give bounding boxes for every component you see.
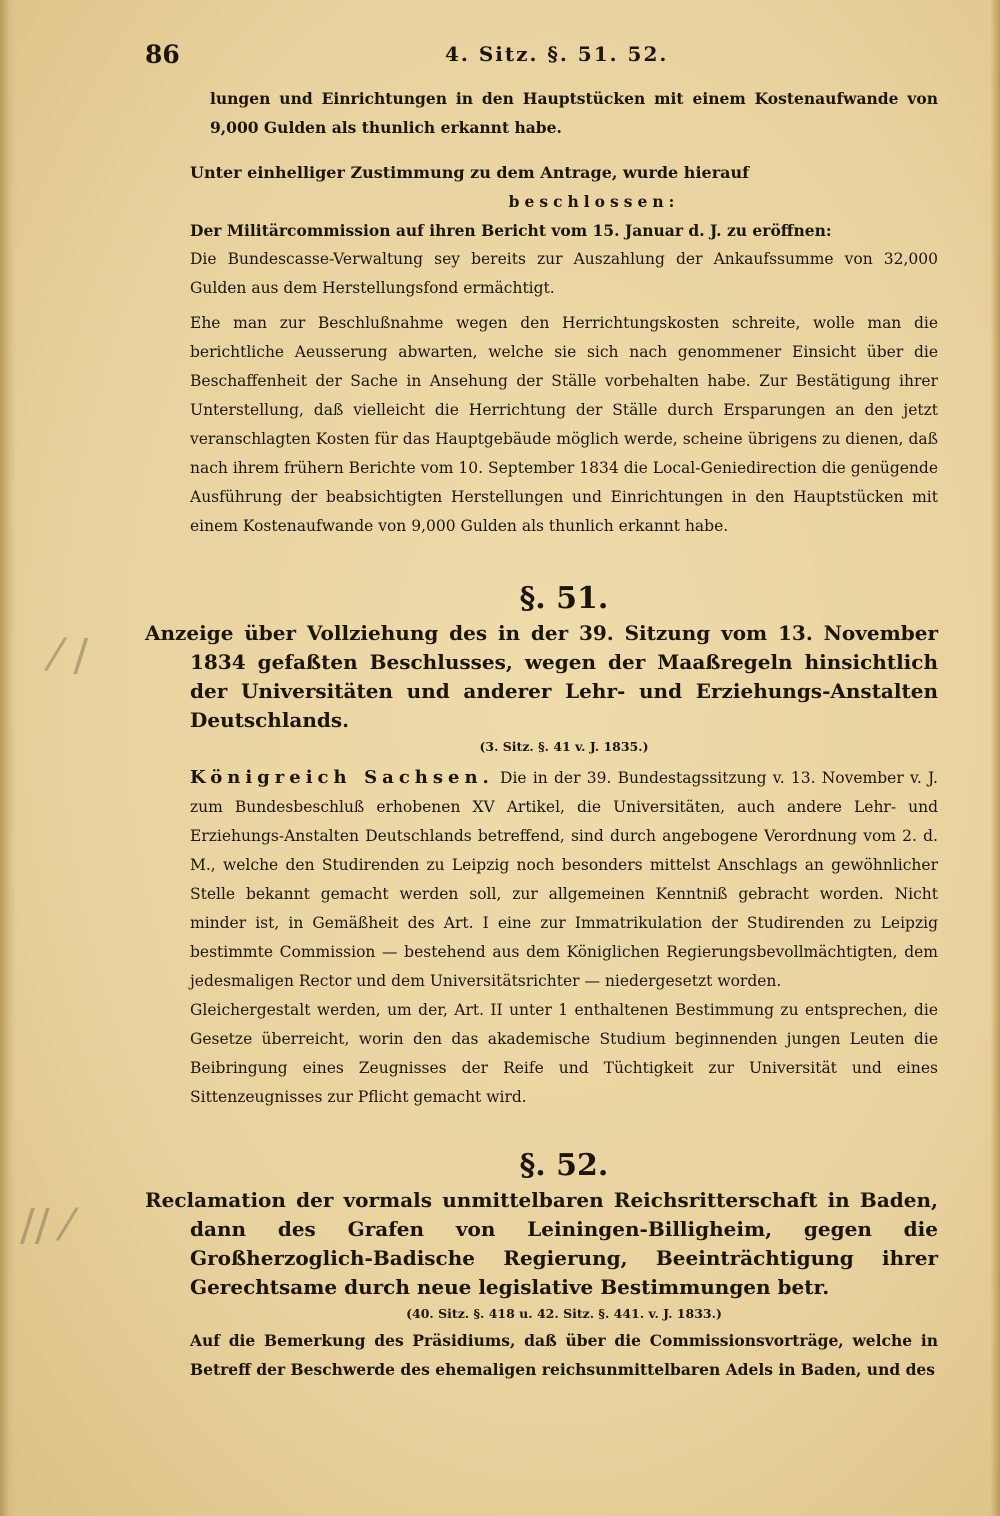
section-52-paragraph-1: Auf die Bemerkung des Präsidiums, daß über die Commissionsvorträge, welche in Betreff der Beschwerde des ehemaligen reichsunmittelbaren Adels in Baden, und des [190,1331,938,1379]
section-51-number: §. 51. [519,581,609,616]
page-header [145,40,940,76]
paragraph-resolution-intro: Unter einhelliger Zustimmung zu dem Antrage, wurde hierauf [190,163,750,182]
section-51-paragraph-1: Die in der 39. Bundestagssitzung v. 13. November v. J. zum Bundesbeschluß erhobenen XV Artikel, die Universitäten, auch andere Lehr- und Erziehungs-Anstalten Deutschlands betreffend, sind durch angebogene Verordnung vom 2. d. M., welche den Studirenden zu Leipzig noch besonders mittelst Anschlags an gewöhnlicher Stelle bekannt gemacht werden soll, zur allgemeinen Kenntniß gebracht worden. Nicht minder ist, in Gemäßheit des Art. I eine zur Immatrikulation der Studirenden zu Leipzig bestimmte Commission — bestehend aus dem Königlichen Regierungsbevollmächtigten, dem jedesmaligen Rector und dem Universitätsrichter — niedergesetzt worden. [190,769,938,990]
pencil-mark-1: ⁄ / [52,630,89,681]
section-51-title: Anzeige über Vollziehung des in der 39. Sitzung vom 13. November 1834 gefaßten Beschlusses, wegen der Maaßregeln hinsichtlich der Universitäten und anderer Lehr- und Erziehungs-Anstalten Deutschlands. [145,621,938,732]
paragraph-herrichtung: Ehe man zur Beschlußnahme wegen den Herrichtungskosten schreite, wolle man die berichtliche Aeusserung abwarten, welche sie sich nach genommener Einsicht über die Beschaffenheit der Sache in Ansehung der Ställe vorbehalten habe. Zur Bestätigung ihrer Unterstellung, daß vielleicht die Herrichtung der Ställe durch Ersparungen an den jetzt veranschlagten Kosten für das Hauptgebäude möglich werde, scheine übrigens zu dienen, daß nach ihrem frühern Berichte vom 10. September 1834 die Local-Geniedirection die genügende Ausführung der beabsichtigten Herstellungen und Einrichtungen in den Hauptstücken mit einem Kostenaufwande von 9,000 Gulden als thunlich erkannt habe. [190,314,938,535]
page-edge-left [0,0,16,1516]
paragraph-continuation: lungen und Einrichtungen in den Hauptstücken mit einem Kostenaufwande von 9,000 Gulden als thunlich erkannt habe. [210,89,938,137]
section-51-reference: (3. Sitz. §. 41 v. J. 1835.) [479,739,649,754]
section-52-reference: (40. Sitz. §. 418 u. 42. Sitz. §. 441. v. J. 1833.) [406,1306,722,1321]
section-52-title: Reclamation der vormals unmittelbaren Reichsritterschaft in Baden, dann des Grafen von Leiningen-Billigheim, gegen die Großherzoglich-Badische Regierung, Beeinträchtigung ihrer Gerechtsame durch neue legislative Bestimmungen betr. [145,1188,938,1299]
page-content [145,84,938,1384]
section-52-number: §. 52. [519,1148,609,1183]
page-number: 86 [145,40,180,69]
page-edge-right [990,0,1000,1516]
running-head: 4. Sitz. §. 51. 52. [445,42,669,66]
section-51-lead: Königreich Sachsen. [190,767,494,788]
paragraph-military-commission: Der Militärcommission auf ihren Bericht vom 15. Januar d. J. zu eröffnen: [190,221,832,240]
paragraph-bundescasse: Die Bundescasse-Verwaltung sey bereits zur Auszahlung der Ankaufssumme von 32,000 Gulden aus dem Herstellungsfond ermächtigt. [190,250,938,297]
pencil-mark-2: // ⁄ [20,1200,71,1251]
section-51-paragraph-2: Gleichergestalt werden, um der, Art. II unter 1 enthaltenen Bestimmung zu entsprechen, die Gesetze überreicht, worin den das akademische Studium beginnenden jungen Leuten die Beibringung eines Zeugnisses der Reife und Tüchtigkeit zur Universität und eines Sittenzeugnisses zur Pflicht gemacht wird. [190,1001,938,1106]
resolution-heading: beschlossen: [508,192,680,211]
